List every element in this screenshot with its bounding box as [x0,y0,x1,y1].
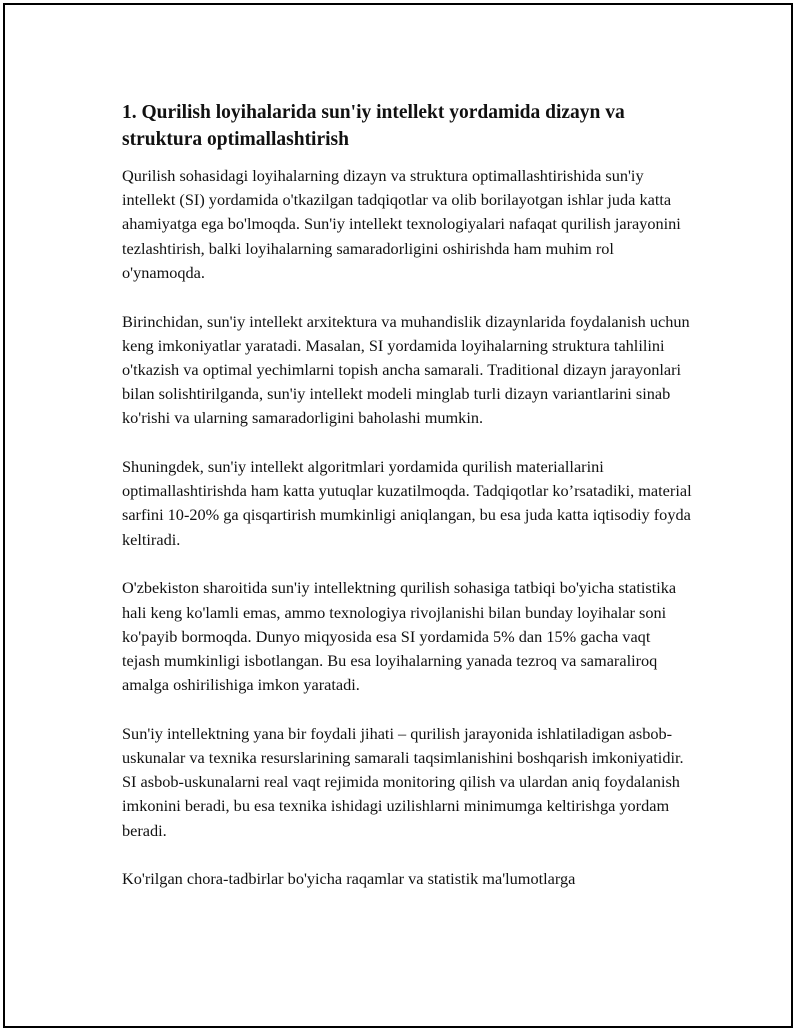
paragraph-2: Birinchidan, sun'iy intellekt arxitektura va muhandislik dizaynlarida foydalanish uchun keng imkoniyatlar yaratadi. Masalan, SI yordamida loyihalarning struktura tahlilini o'tkazish va optimal yechimlarni topish ancha samarali. Traditional dizayn jarayonlari bilan solishtirilganda, sun'iy intellekt modeli minglab turli dizayn variantlarini sinab ko'rishi va ularning samaradorligini baholashi mumkin. [122,311,690,428]
paragraph-5: Sun'iy intellektning yana bir foydali jihati – qurilish jarayonida ishlatiladigan asbob-uskunalar va texnika resurslarining samarali taqsimlanishini boshqarish imkoniyatidir. SI asbob-uskunalarni real vaqt rejimida monitoring qilish va ulardan aniq foydalanish imkonini beradi, bu esa texnika ishidagi uzilishlarni minimumga keltirishga yordam beradi. [122,723,684,840]
paragraph-6: Ko'rilgan chora-tadbirlar bo'yicha raqamlar va statistik ma'lumotlarga [122,869,576,889]
paragraph-3: Shuningdek, sun'iy intellekt algoritmlari yordamida qurilish materiallarini optimallashtirishda ham katta yutuqlar kuzatilmoqda. Tadqiqotlar ko’rsatadiki, material sarfini 10-20% ga qisqartirish mumkinligi aniqlangan, bu esa juda katta iqtisodiy foyda keltiradi. [122,457,692,549]
paragraph-1: Qurilish sohasidagi loyihalarning dizayn va struktura optimallashtirishida sun'iy intellekt (SI) yordamida o'tkazilgan tadqiqotlar va olib borilayotgan ishlar juda katta ahamiyatga ega bo'lmoqda. Sun'iy intellekt texnologiyalari nafaqat qurilish jarayonini tezlashtirish, balki loyihalarning samaradorligini oshirishda ham muhim rol o'ynamoqda. [122,166,681,282]
section-heading: 1. Qurilish loyihalarida sun'iy intellekt yordamida dizayn va struktura optimallashtirish [122,102,625,150]
document-body [122,99,692,916]
paragraph-4: O'zbekiston sharoitida sun'iy intellektning qurilish sohasiga tatbiqi bo'yicha statistika hali keng ko'lamli emas, ammo texnologiya rivojlanishi bilan bunday loyihalar soni ko'payib bormoqda. Dunyo miqyosida esa SI yordamida 5% dan 15% gacha vaqt tejash mumkinligi isbotlangan. Bu esa loyihalarning yanada tezroq va samaraliroq amalga oshirilishiga imkon yaratadi. [122,578,677,695]
page-border [3,3,793,1028]
